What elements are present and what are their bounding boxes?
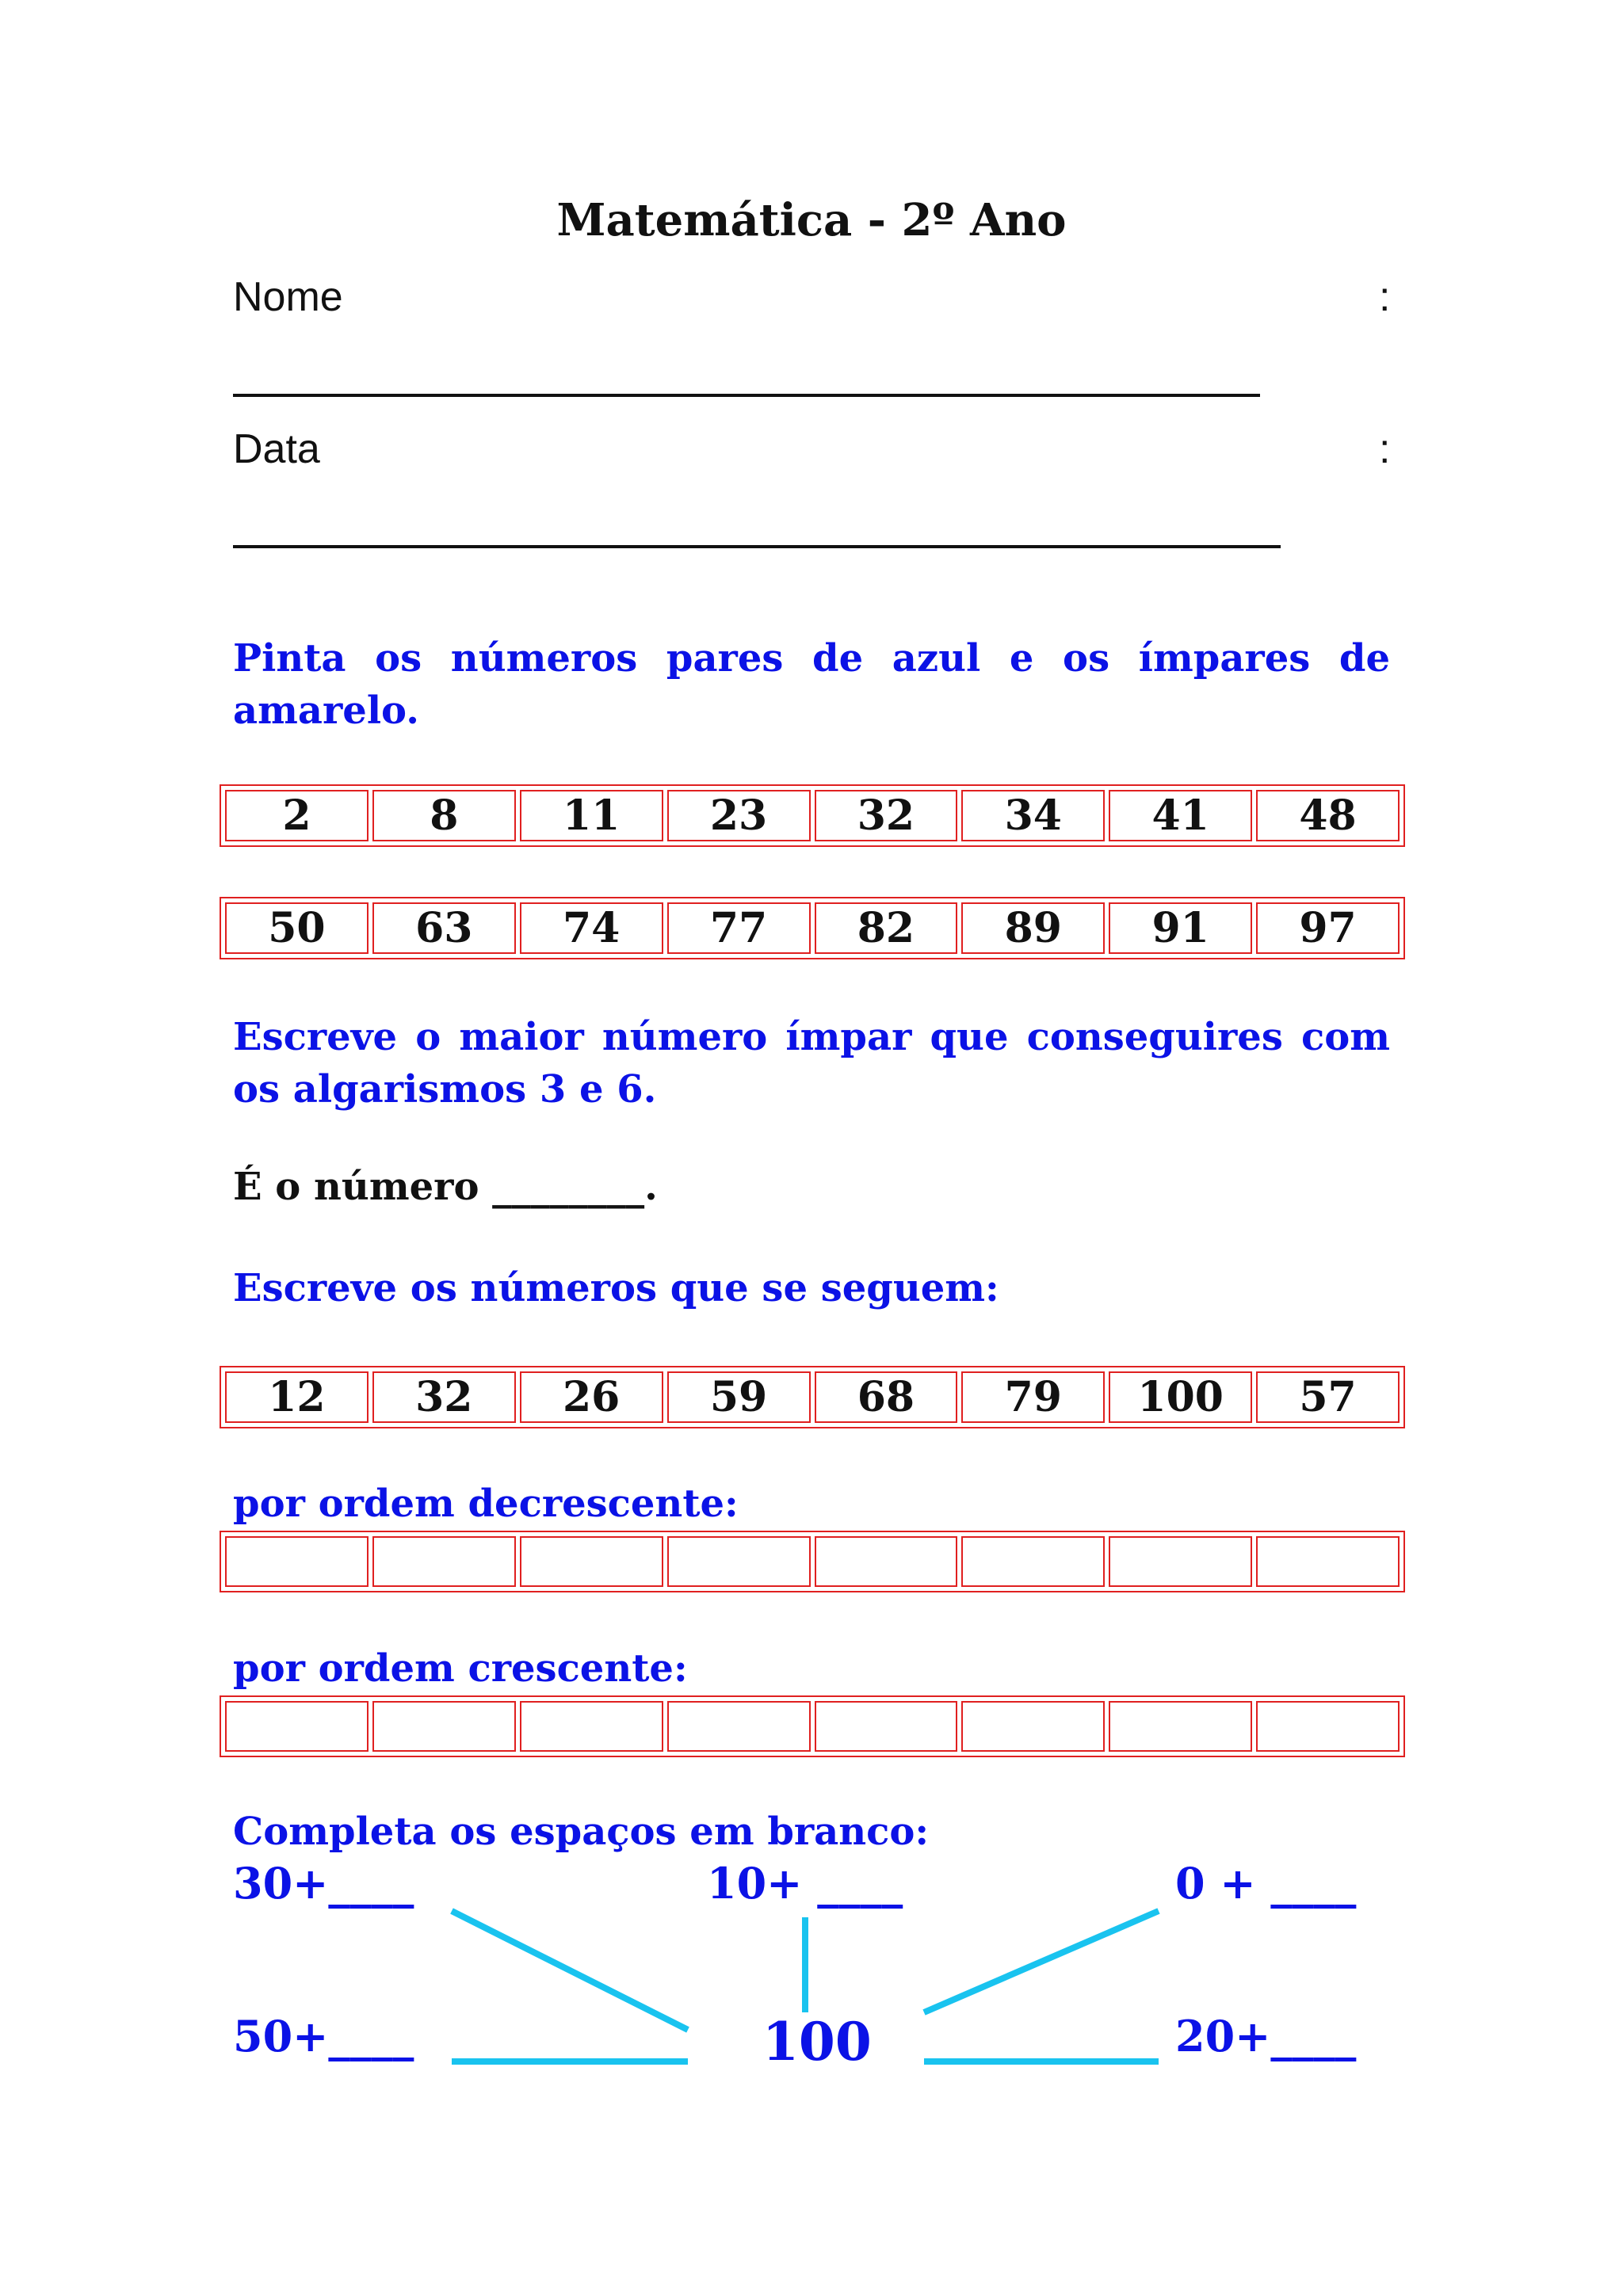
exercise2-instruction: Escreve o maior número ímpar que conseguires com os algarismos 3 e 6. [233, 1015, 1390, 1112]
connector-line [924, 1911, 1159, 2012]
number-cell[interactable]: 89 [961, 902, 1105, 954]
exercise4-instruction: Completa os espaços em branco: [233, 1810, 930, 1854]
expr-0-plus[interactable]: 0 + ____ [1175, 1858, 1357, 1909]
date-colon: : [1379, 426, 1391, 472]
number-cell: 59 [667, 1371, 811, 1423]
number-cell[interactable]: 23 [667, 790, 811, 841]
expr-10-plus[interactable]: 10+ ____ [707, 1858, 903, 1909]
number-cell: 100 [1109, 1371, 1252, 1423]
name-colon: : [1379, 274, 1391, 320]
expr-50-plus[interactable]: 50+____ [233, 2011, 414, 2061]
number-cell[interactable]: 63 [372, 902, 516, 954]
number-cell[interactable]: 11 [520, 790, 663, 841]
number-cell[interactable]: 82 [815, 902, 958, 954]
number-cell[interactable]: 41 [1109, 790, 1252, 841]
page-title: Matemática - 2º Ano [556, 194, 1067, 246]
number-cell: 79 [961, 1371, 1105, 1423]
number-cell[interactable]: 2 [225, 790, 369, 841]
exercise2-answer: É o número ________. [233, 1165, 658, 1209]
decreasing-label: por ordem decrescente: [233, 1482, 739, 1526]
number-cell[interactable]: 48 [1256, 790, 1400, 841]
exercise1-instruction: Pinta os números pares de azul e os ímpares de amarelo. [233, 636, 1390, 733]
number-cell[interactable]: 8 [372, 790, 516, 841]
connector-line [452, 1911, 688, 2030]
expr-20-plus[interactable]: 20+____ [1175, 2011, 1357, 2061]
number-cell[interactable]: 32 [815, 790, 958, 841]
increasing-label: por ordem crescente: [233, 1646, 688, 1691]
number-cell[interactable]: 34 [961, 790, 1105, 841]
number-cell[interactable]: 97 [1256, 902, 1400, 954]
number-cell[interactable]: 74 [520, 902, 663, 954]
expr-30-plus[interactable]: 30+____ [233, 1858, 414, 1909]
exercise3-instruction: Escreve os números que se seguem: [233, 1266, 999, 1310]
number-cell: 57 [1256, 1371, 1400, 1423]
number-cell: 26 [520, 1371, 663, 1423]
number-cell[interactable]: 50 [225, 902, 369, 954]
number-cell: 68 [815, 1371, 958, 1423]
center-number-100: 100 [762, 2011, 872, 2073]
number-cell[interactable]: 77 [667, 902, 811, 954]
number-cell: 32 [372, 1371, 516, 1423]
number-cell[interactable]: 91 [1109, 902, 1252, 954]
number-cell: 12 [225, 1371, 369, 1423]
date-label: Data [233, 426, 320, 472]
name-label: Nome [233, 274, 343, 320]
